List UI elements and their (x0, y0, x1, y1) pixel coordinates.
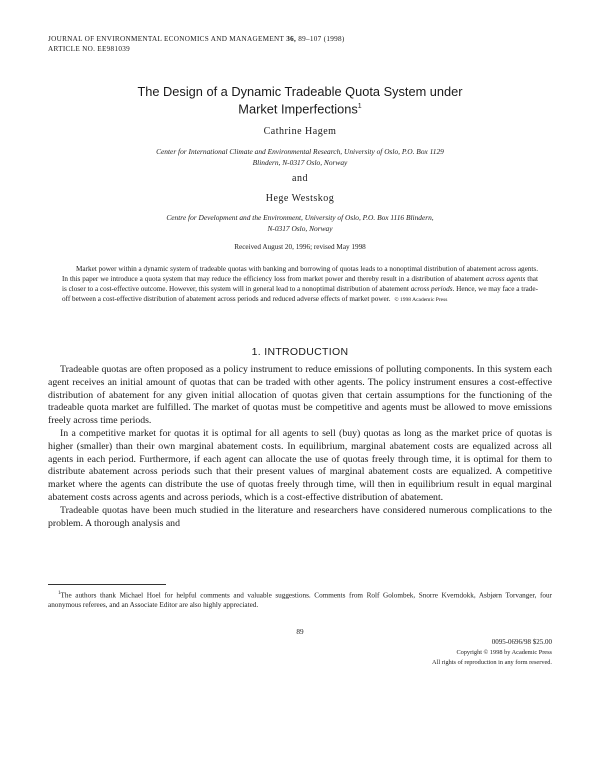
paragraph: Tradeable quotas have been much studied in the literature and researchers have considered numerous complications to the problem. A thorough analysis and (48, 504, 552, 529)
abstract-part-1: Market power within a dynamic system of tradeable quotas with banking and borrowing of quotas leads to a nonoptimal distribution of abatement across agents. In this paper we introduce a quota system that may reduce the efficiency loss from market power and thereby result in a distribution of abatement (62, 265, 538, 284)
author-name-2: Hege Westskog (265, 193, 335, 204)
abstract-copyright: © 1998 Academic Press (394, 297, 448, 304)
journal-pages: 89–107 (1998) (298, 35, 345, 43)
section-heading: 1. INTRODUCTION (251, 346, 349, 358)
title-line-1: The Design of a Dynamic Tradeable Quota System under (137, 84, 463, 99)
footnote (48, 589, 552, 611)
affiliation-1-line-2: Blindern, N-0317 Oslo, Norway (252, 157, 348, 167)
journal-volume: 36, (286, 35, 297, 43)
footnote-mark: 1 (58, 591, 61, 596)
paragraph: In a competitive market for quotas it is optimal for all agents to sell (buy) quotas as long as the market price of quotas is higher (smaller) than their own marginal abatement costs. In equilibrium, marginal abatement costs are equalized across all agents in each period. Furthermore, if each agent can allocate the use of quotas freely through time, it is optimal for them to distribute abatement across periods such that their present values of marginal abatement costs are equalized. A competitive market where the agents can distribute the use of quotas freely through time, will then in equilibrium result in equal marginal abatement costs across agents and across periods, which is a cost-effective distribution of abatement. (48, 427, 552, 503)
abstract-emphasis-1: across agents (486, 275, 526, 284)
affiliation-1-line-1: Center for International Climate and Environmental Research, University of Oslo, P.O. Box 1129 (156, 147, 444, 156)
and-separator: and (292, 173, 308, 184)
paper-title (40, 84, 560, 116)
page-number: 89 (296, 628, 304, 636)
author-name-1: Cathrine Hagem (263, 126, 337, 137)
abstract-part-2: that is closer to a cost-effective outcome. However, this system will in general lead to a nonoptimal distribution of abatement (62, 275, 538, 294)
journal-name: JOURNAL OF ENVIRONMENTAL ECONOMICS AND MANAGEMENT (48, 35, 285, 43)
footnote-rule (48, 584, 166, 585)
rights-line: All rights of reproduction in any form reserved. (432, 658, 552, 666)
affiliation-2-line-2: N-0317 Oslo, Norway (267, 223, 333, 233)
article-number: ARTICLE NO. EE981039 (48, 45, 131, 53)
title-line-2: Market Imperfections (238, 101, 358, 117)
received-dates: Received August 20, 1996; revised May 1998 (234, 243, 366, 251)
paragraph: Tradeable quotas are often proposed as a policy instrument to reduce emissions of polluting components. In this system each agent receives an initial amount of quotas that can be traded with other agents. The policy instrument ensures a cost-effective distribution of abatement for any given initial allocation of quotas given that certain assumptions for the functioning of the tradeable quota market are fulfilled. The market of quotas must be competitive and agents must be allowed to move emissions freely across time periods. (48, 364, 552, 427)
journal-header (48, 34, 345, 54)
affiliation-2-line-1: Centre for Development and the Environment, University of Oslo, P.O. Box 1116 Blindern, (166, 213, 434, 222)
copyright-block (432, 638, 552, 667)
body-text (48, 364, 552, 530)
abstract (62, 264, 538, 305)
author-affiliation-1 (50, 147, 550, 168)
footnote-text: The authors thank Michael Hoel for helpful comments and valuable suggestions. Comments from Rolf Golombek, Snorre Kverndokk, Asbjørn Torvanger, four anonymous referees, and an Associate Editor are also highly appreciated. (48, 591, 552, 610)
author-affiliation-2 (50, 213, 550, 234)
title-footnote-mark: 1 (357, 103, 362, 110)
abstract-emphasis-2: across periods (410, 285, 453, 294)
copyright-line: Copyright © 1998 by Academic Press (456, 648, 552, 656)
abstract-part-3: . Hence, we may face a trade-off between a cost-effective distribution of abatement across periods and reduced adverse effects of market power. (62, 285, 538, 304)
issn-price: 0095-0696/98 $25.00 (491, 638, 552, 646)
